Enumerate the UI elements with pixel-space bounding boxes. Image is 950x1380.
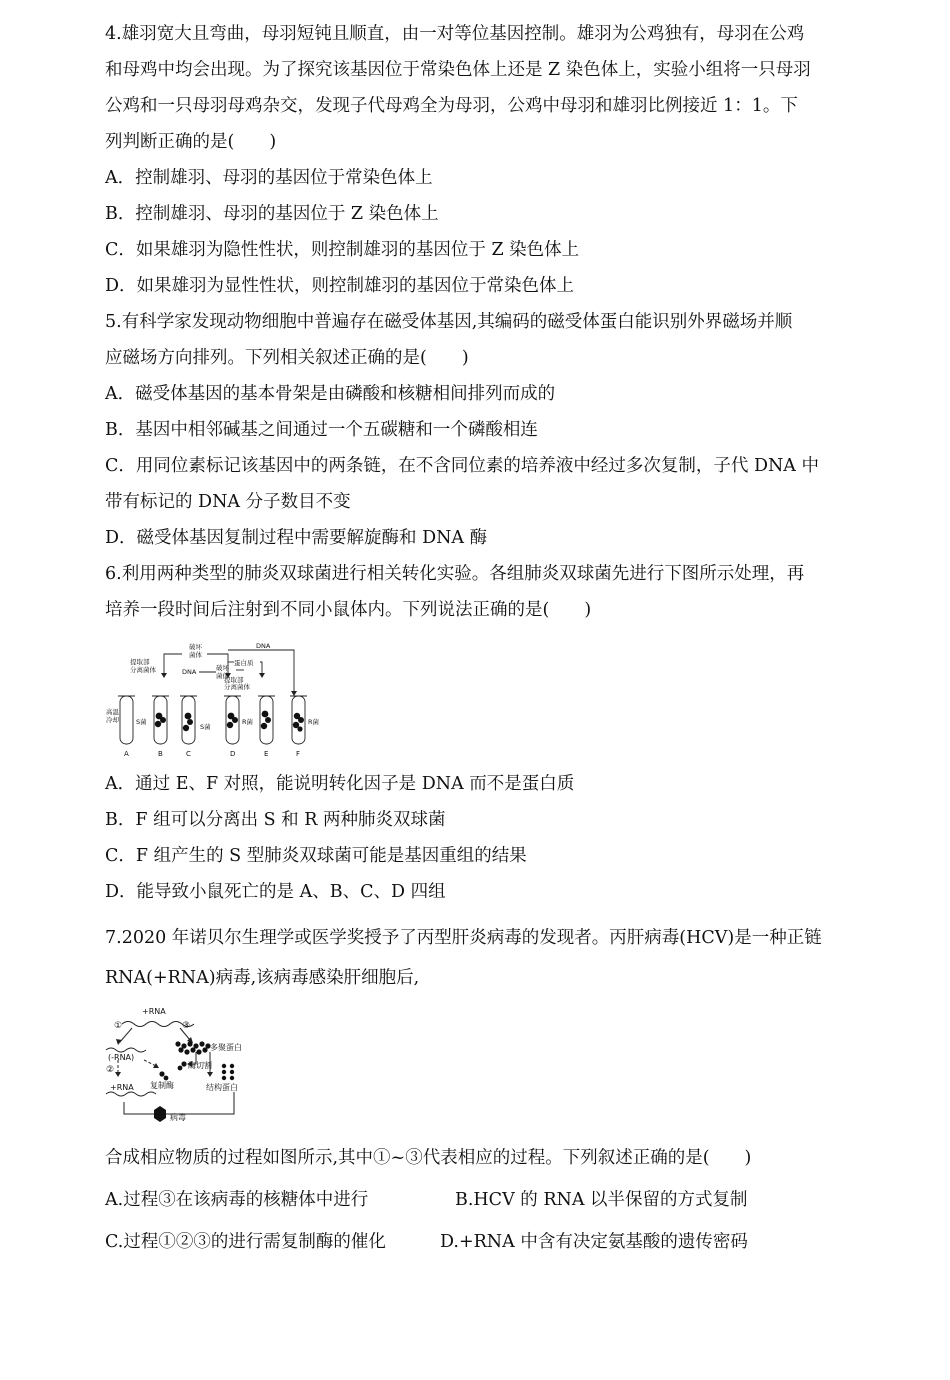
- q5-option-d: D．磁受体基因复制过程中需要解旋酶和 DNA 酶: [105, 528, 488, 548]
- q5-option-c-cont: 带有标记的 DNA 分子数目不变: [105, 492, 351, 512]
- fig6-tube-e: E: [264, 750, 269, 758]
- fig7-minus-rna: (-RNA): [108, 1053, 135, 1062]
- fig6-jundi-label: 菌体: [189, 651, 202, 659]
- q5-stem-line-2: 应磁场方向排列。下列相关叙述正确的是( ): [105, 348, 469, 368]
- fig6-dna-label: DNA: [256, 642, 271, 650]
- q7-option-d: D.+RNA 中含有决定氨基酸的遗传密码: [440, 1232, 748, 1252]
- q5-option-a: A．磁受体基因的基本骨架是由磷酸和核糖相间排列而成的: [105, 384, 556, 404]
- fig6-fenjunti2-label: 分离菌体: [224, 683, 250, 691]
- q4-option-c: C．如果雄羽为隐性性状，则控制雄羽的基因位于 Z 染色体上: [105, 240, 580, 260]
- q4-option-b: B．控制雄羽、母羽的基因位于 Z 染色体上: [105, 204, 439, 224]
- q7-stem-line-2: RNA(+RNA)病毒,该病毒感染肝细胞后,: [105, 968, 420, 988]
- fig7-step1: ①: [114, 1021, 123, 1031]
- fig6-posui2-label: 破坏: [216, 664, 229, 672]
- q4-option-d: D．如果雄羽为显性性状，则控制雄羽的基因位于常染色体上: [105, 276, 575, 296]
- fig7-polyprotein: 多聚蛋白: [210, 1043, 242, 1052]
- q4-stem-line-3: 公鸡和一只母羽母鸡杂交，发现子代母鸡全为母羽，公鸡中母羽和雄羽比例接近 1：1。下: [105, 96, 798, 116]
- q5-stem-line-1: 5.有科学家发现动物细胞中普遍存在磁受体基因,其编码的磁受体蛋白能识别外界磁场并顺: [105, 312, 793, 332]
- fig6-tiqu2-label: 提取部: [224, 676, 244, 684]
- fig6-tube-c: C: [186, 750, 191, 758]
- fig7-step2: ②: [106, 1065, 115, 1075]
- q5-option-c: C．用同位素标记该基因中的两条链，在不含同位素的培养液中经过多次复制，子代 DNA 中: [105, 456, 819, 476]
- q7-stem-line-3: 合成相应物质的过程如图所示,其中①~③代表相应的过程。下列叙述正确的是( ): [105, 1148, 752, 1168]
- fig6-fenjunti-label: 分离菌体: [130, 666, 156, 674]
- fig7-replicase: 复制酶: [150, 1081, 174, 1090]
- fig7-protease: 酶切割: [188, 1061, 212, 1070]
- fig6-lengque-label: 冷却: [106, 716, 119, 724]
- q4-option-a: A．控制雄羽、母羽的基因位于常染色体上: [105, 168, 433, 188]
- fig6-tube-b: B: [158, 750, 163, 758]
- fig6-s-bact-label-a: S菌: [136, 718, 147, 726]
- q4-stem-line-1: 4.雄羽宽大且弯曲，母羽短钝且顺直，由一对等位基因控制。雄羽为公鸡独有，母羽在公鸡: [105, 24, 805, 44]
- fig6-tube-f: F: [296, 750, 301, 758]
- fig7-plus-rna-bottom: +RNA: [110, 1083, 134, 1092]
- fig6-dna-arrow-label: DNA: [182, 668, 197, 676]
- q7-option-c: C.过程①②③的进行需复制酶的催化: [105, 1232, 386, 1252]
- fig6-tube-a: A: [124, 750, 129, 758]
- fig6-posui-label: 破坏: [189, 643, 202, 651]
- q6-option-a: A．通过 E、F 对照，能说明转化因子是 DNA 而不是蛋白质: [105, 774, 575, 794]
- q6-option-b: B．F 组可以分离出 S 和 R 两种肺炎双球菌: [105, 810, 446, 830]
- q6-stem-line-1: 6.利用两种类型的肺炎双球菌进行相关转化实验。各组肺炎双球菌先进行下图所示处理，再: [105, 564, 805, 584]
- fig6-tiqu-label: 提取部: [130, 658, 150, 666]
- q7-stem-line-1: 7.2020 年诺贝尔生理学或医学奖授予了丙型肝炎病毒的发现者。丙肝病毒(HCV)是一种正链: [105, 928, 822, 948]
- fig6-r-bact-label-d: R菌: [242, 718, 254, 726]
- q7-option-b: B.HCV 的 RNA 以半保留的方式复制: [455, 1190, 748, 1210]
- q5-option-b: B．基因中相邻碱基之间通过一个五碳糖和一个磷酸相连: [105, 420, 538, 440]
- fig7-plus-rna-top: +RNA: [142, 1007, 166, 1016]
- q4-stem-line-4: 列判断正确的是( ): [105, 132, 277, 152]
- fig7-structural: 结构蛋白: [206, 1083, 238, 1092]
- fig6-tube-d: D: [230, 750, 236, 758]
- fig7-step3: ③: [182, 1021, 191, 1031]
- fig6-r-bact-label-f: R菌: [308, 718, 320, 726]
- fig6-gaowen-label: 高温: [106, 708, 119, 716]
- q6-option-d: D．能导致小鼠死亡的是 A、B、C、D 四组: [105, 882, 446, 902]
- fig7-virus: 病毒: [170, 1113, 186, 1122]
- q6-option-c: C．F 组产生的 S 型肺炎双球菌可能是基因重组的结果: [105, 846, 527, 866]
- hcv-replication-figure: [104, 1002, 264, 1130]
- fig6-s-bact-label-c: S菌: [200, 723, 211, 731]
- fig6-jundi2-label: 菌体: [216, 672, 229, 680]
- q6-stem-line-2: 培养一段时间后注射到不同小鼠体内。下列说法正确的是( ): [105, 600, 592, 620]
- q4-stem-line-2: 和母鸡中均会出现。为了探究该基因位于常染色体上还是 Z 染色体上，实验小组将一只母羽: [105, 60, 811, 80]
- fig6-protein-label: 蛋白质: [234, 659, 254, 667]
- q7-option-a: A.过程③在该病毒的核糖体中进行: [105, 1190, 369, 1210]
- transformation-experiment-figure: [104, 636, 334, 760]
